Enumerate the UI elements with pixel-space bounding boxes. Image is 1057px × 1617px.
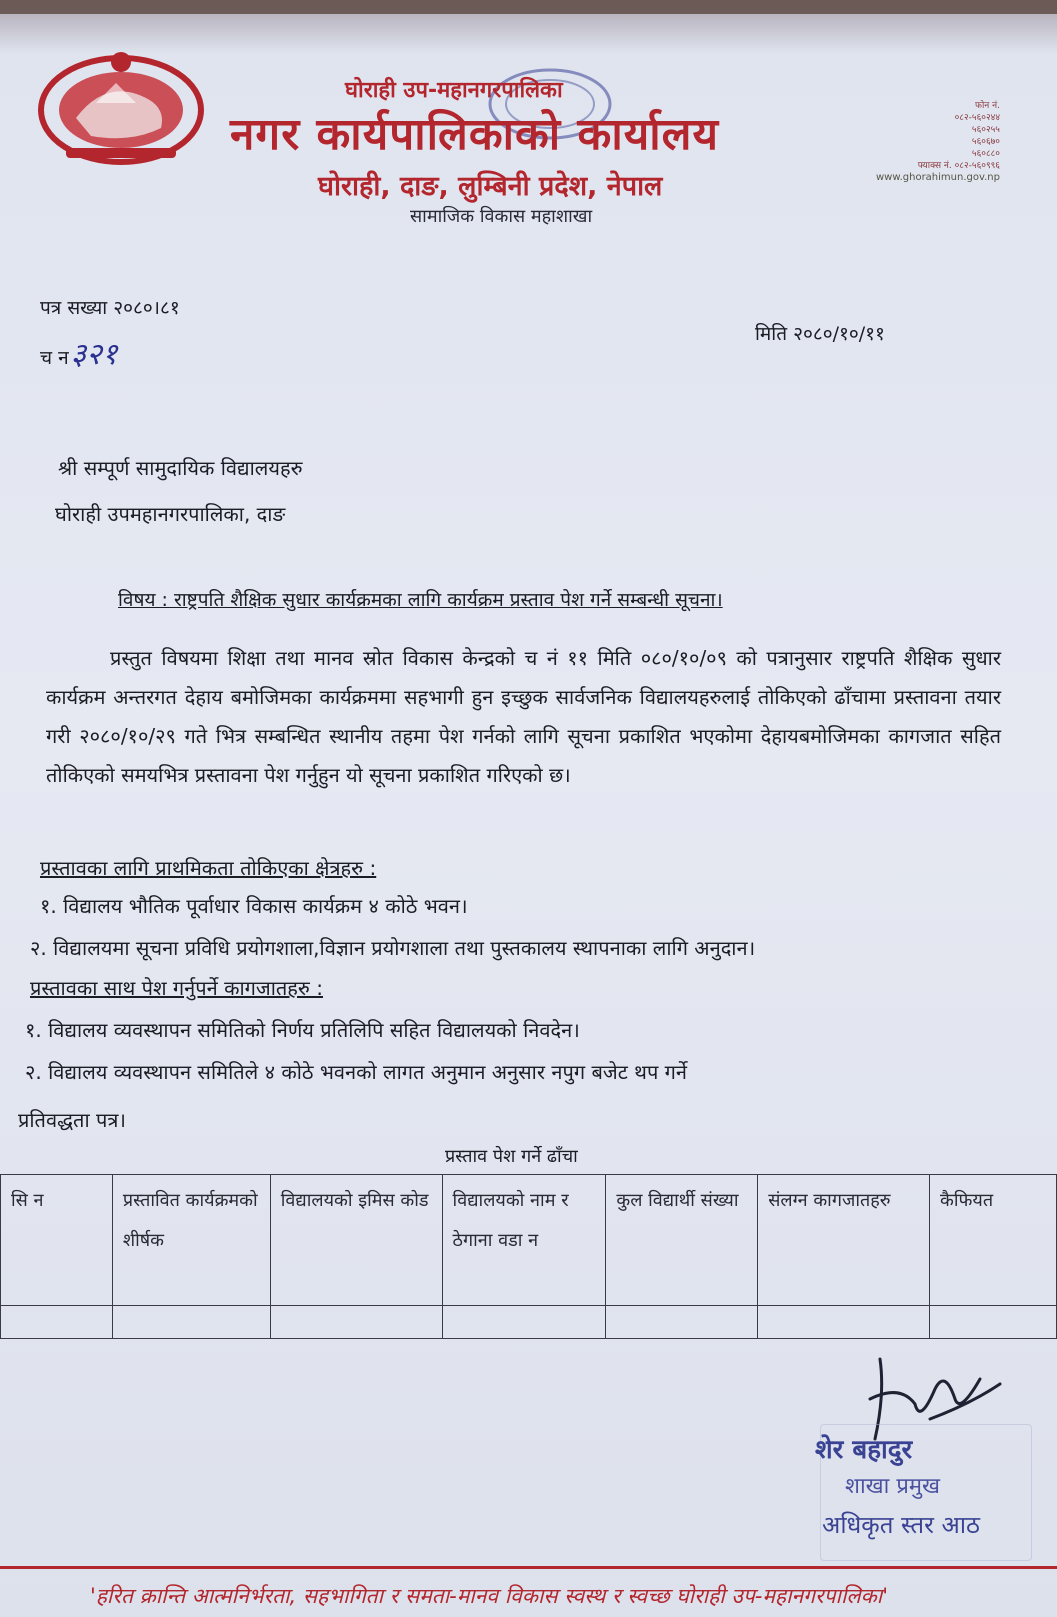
letter-date: मिति २०८०/१०/११ (755, 323, 885, 345)
dispatch-label: च न (40, 347, 69, 369)
branch-name: सामाजिक विकास महाशाखा (410, 206, 593, 227)
municipality-name: घोराही उप-महानगरपालिका (345, 78, 563, 103)
table-header-row (1, 1175, 1057, 1306)
table-cell (758, 1306, 930, 1339)
signatory-title: शाखा प्रमुख (845, 1474, 941, 1499)
col-header-emis-code: विद्यालयको इमिस कोड (270, 1175, 442, 1306)
document-item-continued: प्रतिवद्धता पत्र। (18, 1108, 126, 1132)
table-cell (606, 1306, 758, 1339)
contact-line: ५६०६७० (971, 137, 1000, 147)
letter-sheet (0, 14, 1057, 1617)
contact-line: फोन नं. (975, 101, 1000, 111)
letter-subject: विषय : राष्ट्रपति शैक्षिक सुधार कार्यक्रमका लागि कार्यक्रम प्रस्ताव पेश गर्ने सम्बन्धी सूचना। (118, 589, 723, 611)
form-title: प्रस्ताव पेश गर्ने ढाँचा (445, 1146, 578, 1167)
office-address: घोराही, दाङ, लुम्बिनी प्रदेश, नेपाल (318, 171, 663, 202)
table-cell (112, 1306, 270, 1339)
government-emblem-icon (36, 48, 206, 168)
dispatch-number (40, 332, 117, 373)
recipient-line-2: घोराही उपमहानगरपालिका, दाङ (55, 502, 286, 526)
document-item: २. विद्यालय व्यवस्थापन समितिले ४ कोठे भवनको लागत अनुमान अनुसार नपुग बजेट थप गर्ने (25, 1060, 688, 1084)
document-item: १. विद्यालय व्यवस्थापन समितिको निर्णय प्रतिलिपि सहित विद्यालयको निवदेन। (25, 1018, 580, 1042)
col-header-attachments: संलग्न कागजातहरु (758, 1175, 930, 1306)
col-header-school-name: विद्यालयको नाम र ठेगाना वडा न (442, 1175, 606, 1306)
footer-divider (0, 1566, 1057, 1569)
priority-item: १. विद्यालय भौतिक पूर्वाधार विकास कार्यक्रम ४ कोठे भवन। (40, 894, 468, 918)
letter-ref: पत्र सख्या २०८०।८१ (40, 297, 180, 319)
contact-line: ०८२-५६०२४४ (954, 113, 1000, 123)
priority-item: २. विद्यालयमा सूचना प्रविधि प्रयोगशाला,विज्ञान प्रयोगशाला तथा पुस्तकालय स्थापनाका लागि अनुदान। (30, 936, 756, 960)
table-cell (442, 1306, 606, 1339)
dispatch-value: ३२१ (70, 337, 118, 372)
priority-heading: प्रस्तावका लागि प्राथमिकता तोकिएका क्षेत्रहरु : (40, 856, 377, 880)
website-link[interactable]: www.ghorahimun.gov.np (875, 172, 1000, 183)
letter-body: प्रस्तुत विषयमा शिक्षा तथा मानव स्रोत विकास केन्द्रको च नं ११ मिति ०८०/१०/०९ को पत्रानुसार राष्ट्रपति शैक्षिक सुधार कार्यक्रम अन्तरगत देहाय बमोजिमका कार्यक्रममा सहभागी हुन इच्छुक सार्वजनिक विद्यालयहरुलाई तोकिएको ढाँचामा प्रस्तावना तयार गरी २०८०/१०/२९ गते भित्र सम्बन्धित स्थानीय तहमा पेश गर्नको लागि सूचना प्रकाशित भएकोमा देहायबमोजिमका कागजात सहित तोकिएको समयभित्र प्रस्तावना पेश गर्नुहुन यो सूचना प्रकाशित गरिएको छ। (46, 646, 1001, 787)
table-cell (270, 1306, 442, 1339)
recipient-line-1: श्री सम्पूर्ण सामुदायिक विद्यालयहरु (58, 456, 303, 480)
table-cell (930, 1306, 1057, 1339)
contact-line: ५६०८८० (971, 149, 1000, 159)
contact-line: ५६०२५५ (971, 125, 1000, 135)
table-cell (1, 1306, 113, 1339)
contact-block (850, 100, 1000, 184)
signatory-rank: अधिकृत स्तर आठ (822, 1511, 980, 1539)
proposal-form-table (0, 1174, 1057, 1339)
col-header-remarks: कैफियत (930, 1175, 1057, 1306)
footer-slogan: 'हरित क्रान्ति आत्मनिर्भरता, सहभागिता र समता-मानव विकास स्वस्थ र स्वच्छ घोराही उप-महानगरपालिका' (90, 1584, 888, 1608)
col-header-sn: सि न (1, 1175, 113, 1306)
col-header-program-title: प्रस्तावित कार्यक्रमको शीर्षक (112, 1175, 270, 1306)
fax-line: फ्याक्स नं. ०८२-५६०९९६ (917, 161, 1000, 171)
signatory-name: शेर बहादुर (815, 1435, 913, 1465)
office-title: नगर कार्यपालिकाको कार्यालय (230, 109, 719, 160)
col-header-student-count: कुल विद्यार्थी संख्या (606, 1175, 758, 1306)
table-row (1, 1306, 1057, 1339)
documents-heading: प्रस्तावका साथ पेश गर्नुपर्ने कागजातहरु : (30, 976, 323, 1000)
